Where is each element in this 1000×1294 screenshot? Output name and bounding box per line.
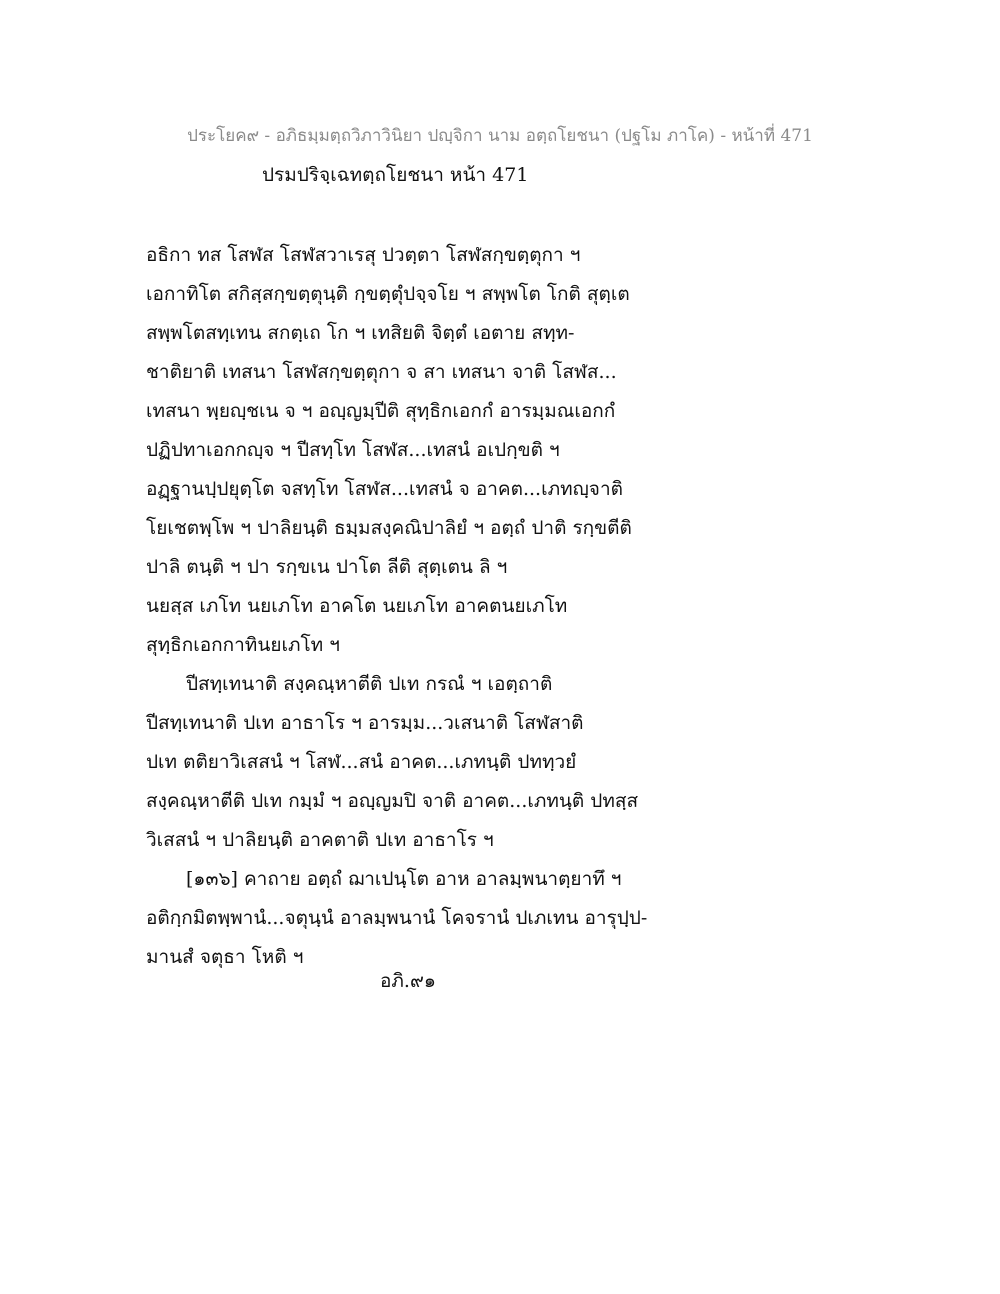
running-header: ประโยค๙ - อภิธมฺมตฺถวิภาวินิยา ปญฺจิกา นาม อตฺถโยชนา (ปฐโม ภาโค) - หน้าที่ 471 bbox=[187, 126, 813, 146]
text-line: ปเท ตติยาวิเสสนํ ฯ โสฬ...สนํ อาคต...เภทนฺติ ปททฺวยํ bbox=[146, 751, 577, 773]
footer-mark: อภิ.๙๑ bbox=[380, 970, 436, 992]
text-line: อฏฺฐานปฺปยุตฺโต จสทฺโท โสฬส...เทสนํ จ อาคต...เภทญฺจาติ bbox=[146, 478, 623, 500]
text-line: สงฺคณฺหาตีติ ปเท กมฺมํ ฯ อญฺญมปิ จาติ อาคต...เภทนฺติ ปทสฺส bbox=[146, 790, 639, 812]
text-line: เทสนา พฺยญฺชเน จ ฯ อญฺญมฺปีติ สุทฺธิกเอกกํ อารมฺมณเอกกํ bbox=[146, 400, 616, 422]
text-line-paragraph-start: [๑๓๖] คาถาย อตฺถํ ฌาเปนฺโต อาห อาลมฺพนาตฺยาทึ ฯ bbox=[186, 868, 622, 890]
text-line: ปีสทฺเทนาติ ปเท อาธาโร ฯ อารมฺม...วเสนาติ โสฬสาติ bbox=[146, 712, 584, 734]
text-line: ชาติยาติ เทสนา โสฬสกฺขตฺตุกา จ สา เทสนา จาติ โสฬส... bbox=[146, 361, 617, 383]
page-title: ปรมปริจฺเฉทตฺถโยชนา หน้า 471 bbox=[262, 164, 529, 186]
text-line: ปฏิปทาเอกกญฺจ ฯ ปีสทฺโท โสฬส...เทสนํ อเปกฺขติ ฯ bbox=[146, 439, 560, 461]
text-line-paragraph-start: ปีสทฺเทนาติ สงฺคณฺหาตีติ ปเท กรณํ ฯ เอตฺถาติ bbox=[186, 673, 553, 695]
text-line: มานสํ จตุธา โหติ ฯ bbox=[146, 946, 304, 968]
text-line: โยเชตพฺโพ ฯ ปาลิยนฺติ ธมฺมสงฺคณิปาลิยํ ฯ อตฺถํ ปาติ รกฺขตีติ bbox=[146, 517, 632, 539]
text-line: สุทฺธิกเอกกาทินยเภโท ฯ bbox=[146, 634, 340, 656]
text-line: ปาลิ ตนฺติ ฯ ปา รกฺขเน ปาโต ลีติ สุตฺเตน ลิ ฯ bbox=[146, 556, 508, 578]
text-line: วิเสสนํ ฯ ปาลิยนฺติ อาคตาติ ปเท อาธาโร ฯ bbox=[146, 829, 494, 851]
text-line: อธิกา ทส โสฬส โสฬสวาเรสุ ปวตฺตา โสฬสกฺขตฺตุกา ฯ bbox=[146, 244, 581, 266]
text-line: อติกฺกมิตพฺพานํ...จตุนฺนํ อาลมฺพนานํ โคจรานํ ปเภเทน อารุปฺป- bbox=[146, 907, 648, 929]
text-line: เอกาทิโต สกิสฺสกฺขตฺตุนฺติ กฺขตฺตุํปจฺจโย ฯ สพฺพโต โกติ สุตฺเต bbox=[146, 283, 630, 305]
text-line: สพฺพโตสทฺเทน สกตฺเถ โก ฯ เทสิยติ จิตฺตํ เอตาย สทฺท- bbox=[146, 322, 575, 344]
text-line: นยสฺส เภโท นยเภโท อาคโต นยเภโท อาคตนยเภโท bbox=[146, 595, 568, 617]
body-text bbox=[146, 236, 686, 977]
